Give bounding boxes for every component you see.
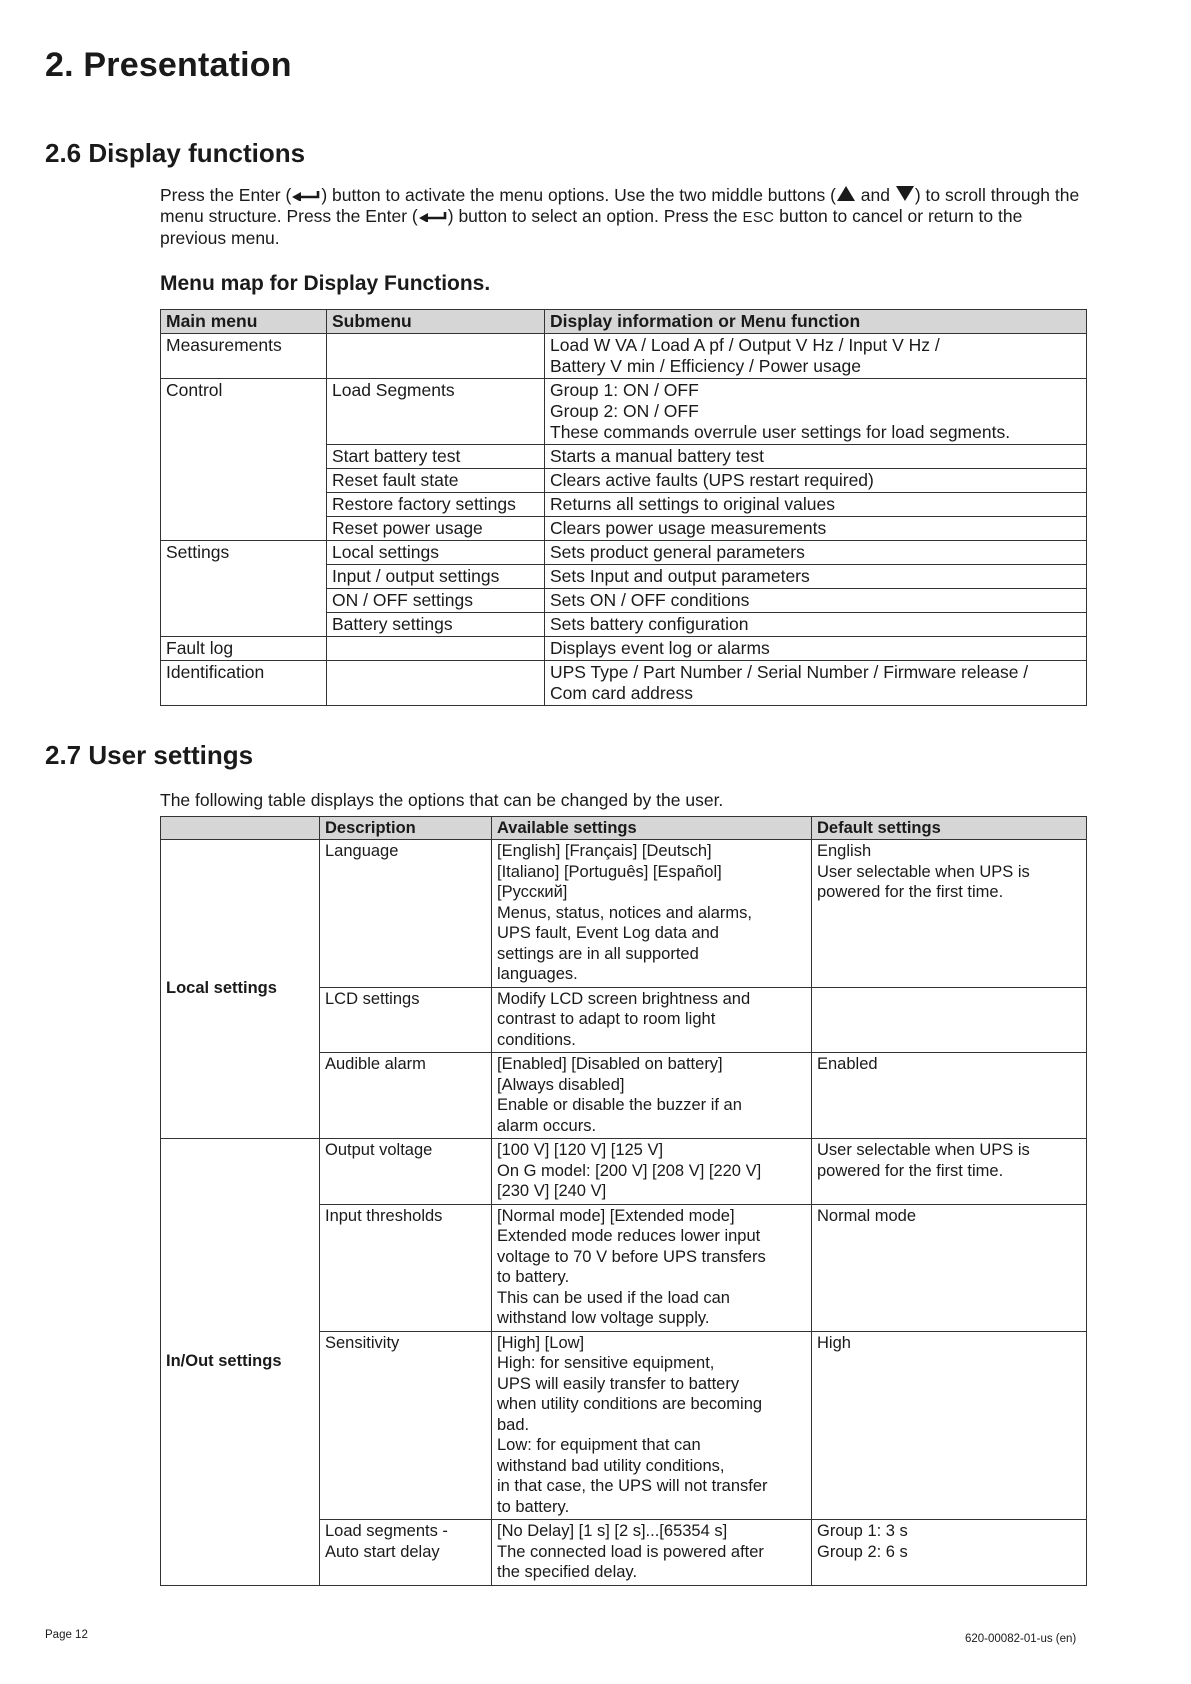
table-row (161, 541, 1087, 565)
function-cell: Starts a manual battery test (545, 445, 1087, 469)
available-settings-cell: [English] [Français] [Deutsch] [Italiano] [Português] [Español] [Русский] Menus, status, notices and alarms, UPS fault, Event Log data and settings are in all supported languages. (492, 840, 812, 988)
default-settings-cell: User selectable when UPS is powered for the first time. (812, 1139, 1087, 1205)
available-settings-cell: [No Delay] [1 s] [2 s]...[65354 s] The connected load is powered after the specified delay. (492, 1520, 812, 1586)
header-default-settings: Default settings (812, 817, 1087, 840)
enter-arrow-icon (291, 189, 321, 201)
function-cell: Sets product general parameters (545, 541, 1087, 565)
table-row (161, 379, 1087, 445)
intro-text-3: and (855, 185, 895, 205)
default-settings-cell: Group 1: 3 s Group 2: 6 s (812, 1520, 1087, 1586)
submenu-cell: Reset power usage (327, 517, 545, 541)
intro-text-5: ) button to select an option. Press the (447, 206, 743, 226)
submenu-cell: Start battery test (327, 445, 545, 469)
description-cell: LCD settings (320, 987, 492, 1053)
default-settings-cell: English User selectable when UPS is powered for the first time. (812, 840, 1087, 988)
main-menu-cell: Settings (161, 541, 327, 637)
main-menu-cell: Identification (161, 661, 327, 706)
function-cell: Group 1: ON / OFF Group 2: ON / OFF These commands overrule user settings for load segments. (545, 379, 1087, 445)
intro-text-2: ) button to activate the menu options. Use the two middle buttons ( (321, 185, 836, 205)
submenu-cell (327, 637, 545, 661)
default-settings-cell: Enabled (812, 1053, 1087, 1139)
display-functions-heading: 2.6 Display functions (45, 138, 306, 168)
page-title: 2. Presentation (45, 46, 292, 84)
menu-map-heading: Menu map for Display Functions. (160, 272, 491, 295)
submenu-cell: Load Segments (327, 379, 545, 445)
description-cell: Sensitivity (320, 1331, 492, 1520)
submenu-cell: Restore factory settings (327, 493, 545, 517)
user-table-header (161, 817, 1087, 840)
intro-text-4: ) to scroll through the menu structure. Press the Enter ( (160, 185, 1080, 226)
description-cell: Language (320, 840, 492, 988)
function-cell: Displays event log or alarms (545, 637, 1087, 661)
table-row (161, 840, 1087, 988)
intro-text-1: Press the Enter ( (160, 185, 292, 205)
submenu-cell (327, 334, 545, 379)
submenu-cell: Battery settings (327, 613, 545, 637)
main-menu-cell: Fault log (161, 637, 327, 661)
available-settings-cell: [Normal mode] [Extended mode] Extended mode reduces lower input voltage to 70 V before UPS transfers to battery. This can be used if the load can withstand low voltage supply. (492, 1204, 812, 1331)
default-settings-cell: High (812, 1331, 1087, 1520)
menu-table-header (161, 310, 1087, 334)
description-cell: Input thresholds (320, 1204, 492, 1331)
function-cell: Clears active faults (UPS restart required) (545, 469, 1087, 493)
table-row (161, 637, 1087, 661)
header-description: Description (320, 817, 492, 840)
header-main-menu: Main menu (161, 310, 327, 334)
document-code: 620-00082-01-us (en) (965, 1633, 1077, 1645)
enter-arrow-icon (418, 210, 448, 222)
table-row (161, 661, 1087, 706)
function-cell: Sets ON / OFF conditions (545, 589, 1087, 613)
down-triangle-icon (895, 185, 915, 202)
esc-key-label: ESC (742, 209, 775, 226)
page-number: Page 12 (45, 1629, 88, 1641)
default-settings-cell (812, 987, 1087, 1053)
user-settings-heading: 2.7 User settings (45, 740, 254, 770)
available-settings-cell: Modify LCD screen brightness and contrast to adapt to room light conditions. (492, 987, 812, 1053)
group-label-inout-settings: In/Out settings (161, 1139, 320, 1586)
description-cell: Output voltage (320, 1139, 492, 1205)
header-group (161, 817, 320, 840)
header-submenu: Submenu (327, 310, 545, 334)
description-cell: Audible alarm (320, 1053, 492, 1139)
submenu-cell: Input / output settings (327, 565, 545, 589)
function-cell: Sets Input and output parameters (545, 565, 1087, 589)
function-cell: Sets battery configuration (545, 613, 1087, 637)
available-settings-cell: [Enabled] [Disabled on battery] [Always disabled] Enable or disable the buzzer if an alarm occurs. (492, 1053, 812, 1139)
submenu-cell: Local settings (327, 541, 545, 565)
user-settings-intro: The following table displays the options that can be changed by the user. (160, 790, 724, 810)
group-label-local-settings: Local settings (161, 840, 320, 1139)
description-cell: Load segments - Auto start delay (320, 1520, 492, 1586)
table-row (161, 334, 1087, 379)
main-menu-cell: Measurements (161, 334, 327, 379)
function-cell: Clears power usage measurements (545, 517, 1087, 541)
default-settings-cell: Normal mode (812, 1204, 1087, 1331)
header-available-settings: Available settings (492, 817, 812, 840)
table-row (161, 1139, 1087, 1205)
display-intro-paragraph (160, 185, 1080, 249)
function-cell: Returns all settings to original values (545, 493, 1087, 517)
submenu-cell: Reset fault state (327, 469, 545, 493)
main-menu-cell: Control (161, 379, 327, 541)
submenu-cell: ON / OFF settings (327, 589, 545, 613)
function-cell: Load W VA / Load A pf / Output V Hz / Input V Hz / Battery V min / Efficiency / Power usage (545, 334, 1087, 379)
available-settings-cell: [100 V] [120 V] [125 V] On G model: [200 V] [208 V] [220 V] [230 V] [240 V] (492, 1139, 812, 1205)
available-settings-cell: [High] [Low] High: for sensitive equipment, UPS will easily transfer to battery when utility conditions are becoming bad. Low: for equipment that can withstand bad utility conditions, in that case, the UPS will not transfer to battery. (492, 1331, 812, 1520)
up-triangle-icon (836, 185, 856, 202)
header-function: Display information or Menu function (545, 310, 1087, 334)
user-settings-table (160, 816, 1087, 1586)
function-cell: UPS Type / Part Number / Serial Number / Firmware release / Com card address (545, 661, 1087, 706)
intro-text-6: button to cancel or return to the previous menu. (160, 206, 1023, 248)
submenu-cell (327, 661, 545, 706)
menu-map-table (160, 309, 1087, 706)
